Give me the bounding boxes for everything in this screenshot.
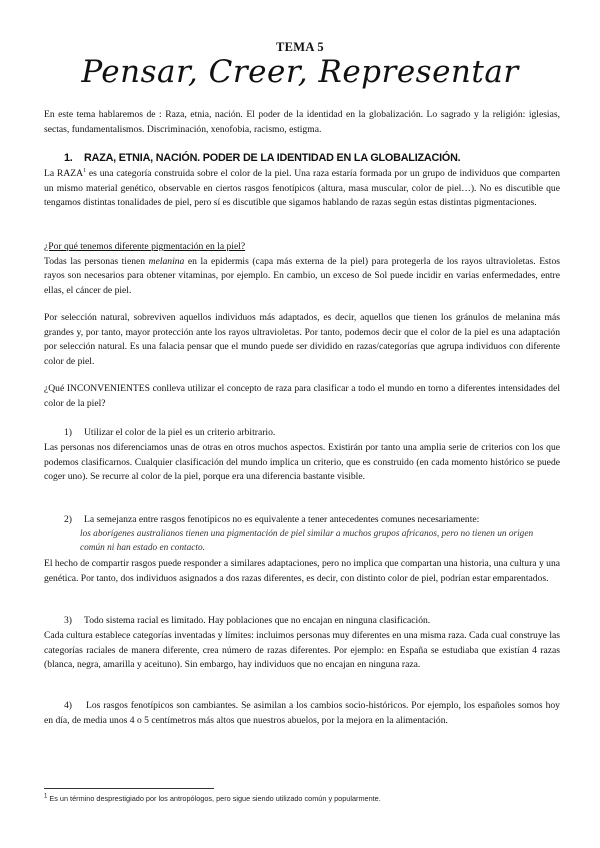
tema-label: TEMA 5 [276,40,324,54]
section-number: 1. [64,152,73,164]
footnote-divider [44,788,214,789]
list-item-2-body: El hecho de compartir rasgos puede responder a similares adaptaciones, pero no implica que compartan una historia, una cultura y una genética. Por tanto, dos individuos asignados a dos razas diferentes, es decir, con distinto color de piel, podrían estar emparentados. [44,558,560,584]
list-item-2-title: 2) La semejanza entre rasgos fenotípicos no es equivalente a tener antecedentes comunes necesariamente: [64,514,480,525]
raza-term: La RAZA [44,168,84,179]
list-item-2-example: los aborígenes australianos tienen una pigmentación de piel similar a muchos grupos africanos, pero no tienen un origen común ni han estado en contacto. [80,529,534,553]
page-title: Pensar, Creer, Representar [81,54,519,90]
section-title: RAZA, ETNIA, NACIÓN. PODER DE LA IDENTIDAD EN LA GLOBALIZACIÓN. [84,152,461,164]
footnote: $^1$ Es un término desprestigiado por los antropólogos, pero sigue siendo utilizado común y popularmente. [44,793,381,803]
melanina-term: melanina [148,255,185,267]
natural-selection-paragraph: Por selección natural, sobreviven aquellos individuos más adaptados, es decir, aquellos que tienen los gránulos de melanina más grandes y, por tanto, mayor protección ante los rayos ultravioletas. Por tanto, podemos decir que el color de la piel es una adaptación por selección natural. Es una falacia pensar que el mundo puede ser dividido en razas/categorías que agrupa individuos con diferente color de piel. [44,312,560,367]
footnote-ref: 1 [83,167,87,174]
pigmentation-question: ¿Por qué tenemos diferente pigmentación en la piel? [44,241,246,252]
raza-definition-text: es una categoría construida sobre el color de la piel. Una raza estaría formada por un grupo de individuos que comparten un mismo material genético, observable en ciertos rasgos fenotípicos (altura, masa muscular, color de piel…). No es discutible que tengamos distintas tonalidades de piel, pero sí es discutible que sigamos hablando de razas según estas distintas pigmentaciones. [44,168,561,208]
inconvenientes-question: ¿Qué INCONVENIENTES conlleva utilizar el concepto de raza para clasificar a todo el mundo en torno a diferentes intensidades del color de la piel? [44,383,560,409]
raza-definition [44,167,560,211]
section-heading [64,152,460,164]
pigmentation-section: ¿Por qué tenemos diferente pigmentación en la piel? Todas las personas tienen melanina en la epidermis (capa más externa de la piel) para protegerla de los rayos ultravioletas. Estos rayos son necesarios para obtener vitaminas, por ejemplo. En cambio, un exceso de Sol puede incidir en varias enfermedades, entre ellas, el cáncer de piel. [44,241,560,296]
intro-paragraph: En este tema hablaremos de : Raza, etnia, nación. El poder de la identidad en la globalización. Lo sagrado y la religión: iglesias, sectas, fundamentalismos. Discriminación, xenofobia, racismo, estigma. [44,109,560,135]
list-item-1-title: 1) Utilizar el color de la piel es un criterio arbitrario. [64,427,276,438]
list-item-4: 4) Los rasgos fenotípicos son cambiantes. Se asimilan a los cambios socio-históricos. Por ejemplo, los españoles somos hoy en día, de media unos 4 o 5 centímetros más altos que nuestros abuelos, por la mejora en la alimentación. [44,700,560,726]
list-item-1-body: Las personas nos diferenciamos unas de otras en otros muchos aspectos. Existirán por tanto una amplia serie de criterios con los que podemos clasificarnos. Cualquier clasificación del mundo implica un criterio, que es construido (en cada momento histórico se puede coger uno). Se recurre al color de la piel, porque era una diferencia bastante visible. [44,442,560,482]
list-item-3-body: Cada cultura establece categorías inventadas y límites: incluimos personas muy diferentes en una misma raza. Cada cual construye las categorías raciales de manera diferente, crea número de razas diferentes. Por ejemplo: en España se estudiaba que existían 4 razas (blanca, negra, amarilla y aceituno). Sin embargo, hay individuos que no encajan en ninguna raza. [44,630,560,670]
list-item-3-title: 3) Todo sistema racial es limitado. Hay poblaciones que no encajan en ninguna clasificación. [64,615,431,626]
